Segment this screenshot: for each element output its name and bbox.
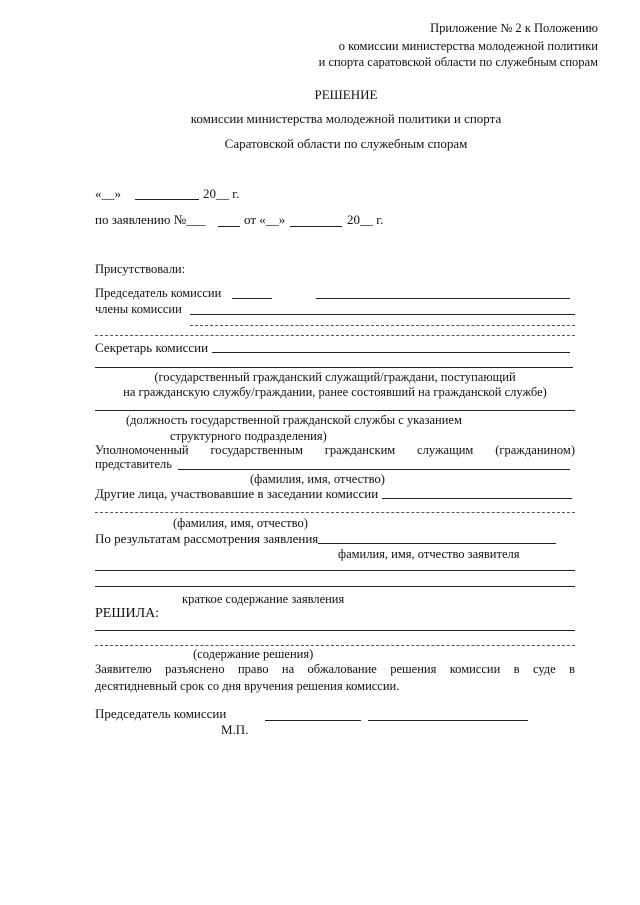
fio-caption-2: (фамилия, имя, отчество) [173, 516, 308, 530]
decision-caption: (содержание решения) [193, 647, 314, 661]
position-caption-1: (должность государственной гражданской службы с указанием [126, 413, 462, 427]
others-label: Другие лица, участвовавшие в заседании комиссии [95, 486, 379, 501]
present-label: Присутствовали: [95, 262, 186, 276]
appendix-line-1: Приложение № 2 к Положению [430, 21, 598, 35]
application-year: 20__ г. [347, 212, 384, 227]
representative-caption-2: представитель [95, 457, 172, 471]
position-caption-2: структурного подразделения) [170, 429, 327, 443]
civil-servant-caption-2: на гражданскую службу/граждании, ранее состоявший на гражданской службе) [123, 385, 547, 399]
appendix-line-3: и спорта саратовской области по служебным спорам [318, 55, 598, 69]
members-blank-1 [190, 314, 575, 315]
decided-label: РЕШИЛА: [95, 606, 160, 621]
civil-servant-caption-1: (государственный гражданский служащий/граждани, поступающий [154, 370, 516, 384]
footer-signature-blank [265, 720, 361, 721]
document-title: РЕШЕНИЕ [314, 87, 378, 102]
footer-chairman-label: Председатель комиссии [95, 706, 227, 721]
decision-blank-1 [95, 630, 575, 631]
date-month-blank [135, 199, 199, 200]
footer-name-blank [368, 720, 528, 721]
results-blank [318, 543, 556, 544]
representative-caption-1: Уполномоченный государственным гражданским служащим (гражданином) [95, 443, 575, 457]
fio-caption-1: (фамилия, имя, отчество) [250, 472, 385, 486]
document-subtitle-2: Саратовской области по служебным спорам [224, 136, 468, 151]
members-blank-3 [95, 335, 575, 336]
representative-blank [178, 469, 570, 470]
members-blank-2 [190, 325, 575, 326]
application-from-label: от «__» [244, 212, 286, 227]
document-subtitle-1: комиссии министерства молодежной политики и спорта [190, 111, 502, 126]
appendix-line-2: о комиссии министерства молодежной политики [338, 39, 598, 53]
summary-caption: краткое содержание заявления [182, 592, 345, 606]
civil-servant-blank [95, 367, 573, 368]
others-blank-2 [95, 512, 575, 513]
members-label: члены комиссии [95, 302, 182, 316]
application-month-blank [290, 226, 342, 227]
applicant-fio-caption: фамилия, имя, отчество заявителя [338, 547, 520, 561]
decision-blank-2 [95, 645, 575, 646]
date-quote: «__» [95, 186, 121, 201]
summary-blank-1 [95, 570, 575, 571]
position-blank [95, 410, 575, 411]
chairman-blank-1 [232, 298, 272, 299]
secretary-blank [212, 352, 570, 353]
explained-line-1: Заявителю разъяснено право на обжалование решения комиссии в суде в [95, 662, 575, 676]
explained-line-2: десятидневный срок со дня вручения решения комиссии. [95, 679, 400, 693]
summary-blank-2 [95, 586, 575, 587]
chairman-blank-2 [316, 298, 570, 299]
results-label: По результатам рассмотрения заявления [95, 531, 319, 546]
others-blank [382, 498, 572, 499]
secretary-label: Секретарь комиссии [95, 340, 209, 355]
chairman-label: Председатель комиссии [95, 286, 222, 300]
application-number-blank [218, 226, 240, 227]
seal-label: М.П. [221, 722, 249, 737]
application-number-label: по заявлению №___ [95, 212, 206, 227]
date-year: 20__ г. [203, 186, 240, 201]
